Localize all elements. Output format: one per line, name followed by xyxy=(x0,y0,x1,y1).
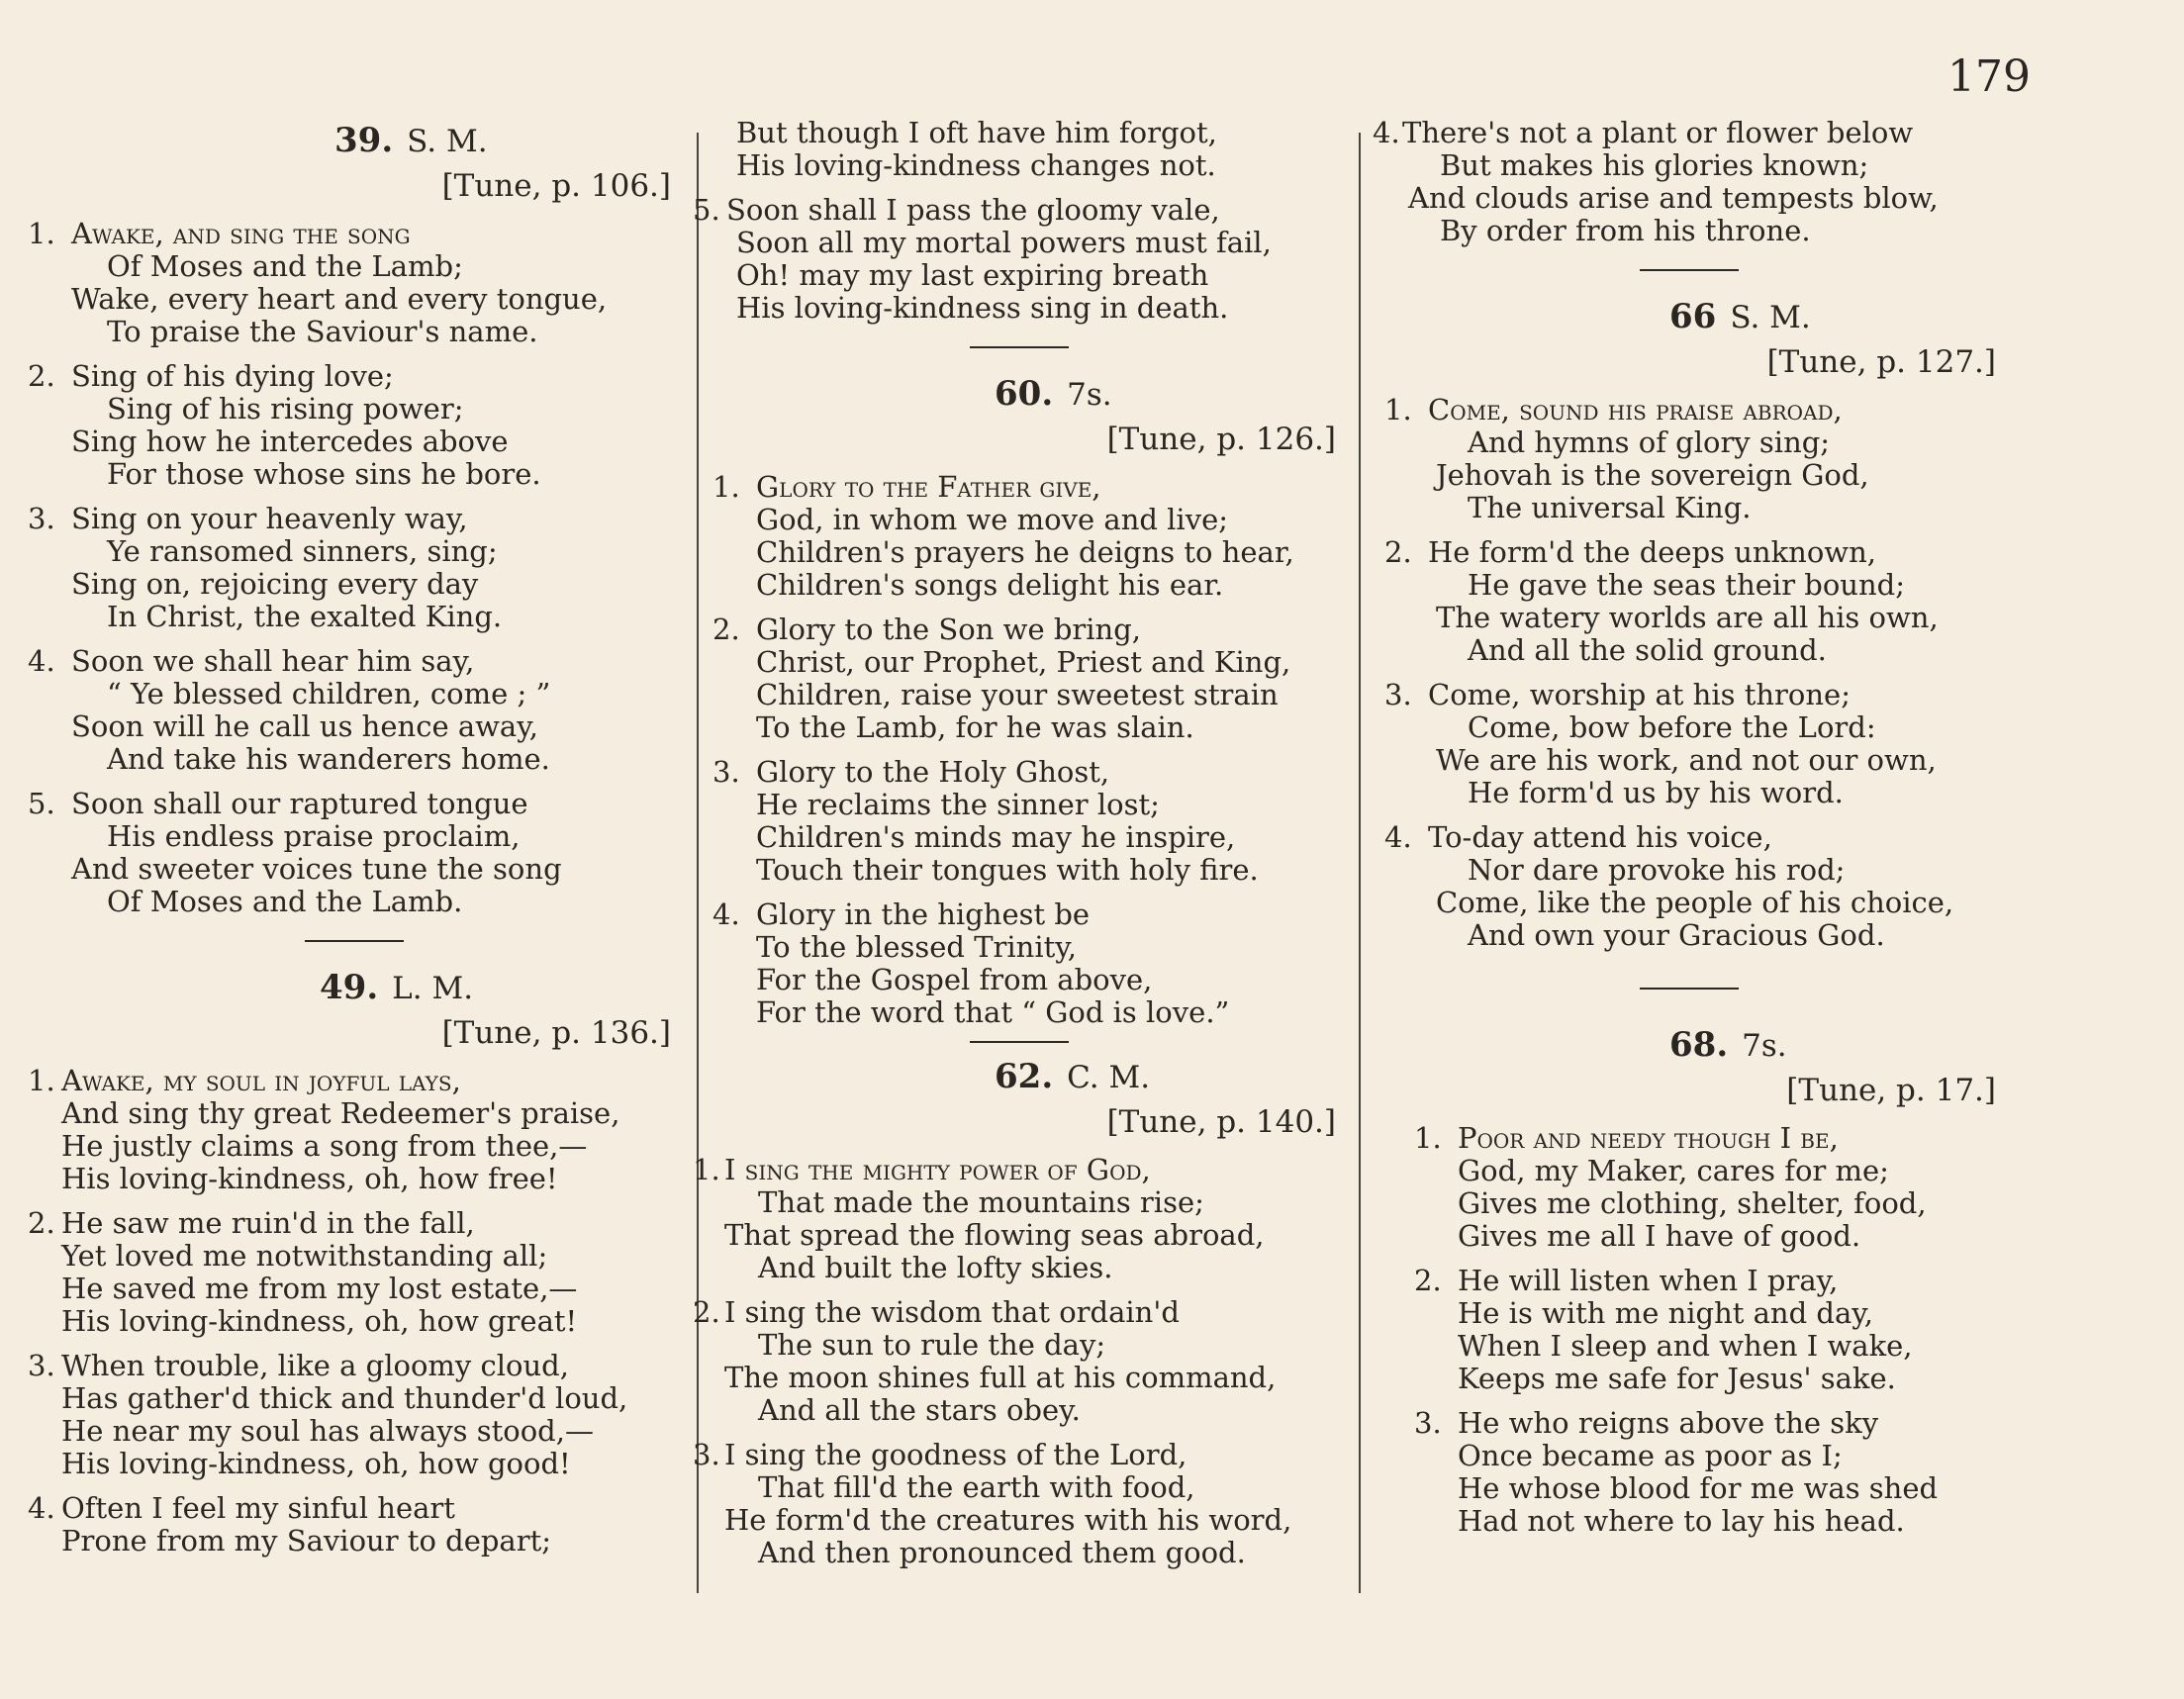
verse-line: The moon shines full at his command, xyxy=(724,1361,1277,1394)
hymn-number: 62. xyxy=(995,1057,1054,1096)
verse-line: The universal King. xyxy=(1468,491,1752,524)
verse xyxy=(1373,1122,2006,1253)
verse-line: Sing how he intercedes above xyxy=(71,425,509,458)
verse xyxy=(28,1065,681,1195)
hymn-62 xyxy=(693,1057,1346,1569)
hymn-49 xyxy=(28,968,681,1557)
hymn-number: 39. xyxy=(334,121,394,160)
verse-line: And hymns of glory sing; xyxy=(1468,425,1831,459)
tune-reference: [Tune, p. 140.] xyxy=(1106,1104,1336,1140)
hymn-number: 60. xyxy=(995,374,1054,414)
verse-line: 1. Poor and needy though I be, xyxy=(1414,1121,1839,1155)
verse-line: Jehovah is the sovereign God, xyxy=(1436,458,1869,492)
verse-line: But though I oft have him forgot, xyxy=(736,116,1217,149)
verse xyxy=(693,1296,1346,1427)
verse xyxy=(28,218,681,348)
hymn-number: 66 xyxy=(1669,297,1717,336)
verse-line: Sing on, rejoicing every day xyxy=(71,567,479,601)
verse-line: God, my Maker, cares for me; xyxy=(1458,1154,1889,1187)
verse-line: His loving-kindness, oh, how great! xyxy=(61,1304,578,1338)
verse-line: To praise the Saviour's name. xyxy=(107,315,538,348)
hymn-heading xyxy=(1373,297,2006,336)
column-divider xyxy=(1359,133,1361,1593)
verse-line: To the Lamb, for he was slain. xyxy=(756,710,1194,744)
tune-reference: [Tune, p. 17.] xyxy=(1786,1073,1996,1108)
verse-line: Once became as poor as I; xyxy=(1458,1439,1843,1472)
hymn-separator xyxy=(970,346,1069,348)
hymn-68 xyxy=(1373,1025,2006,1538)
hymn-number: 68. xyxy=(1669,1025,1729,1065)
verse xyxy=(1373,394,2006,524)
hymn-number: 49. xyxy=(320,968,379,1007)
verse-line: 2. I sing the wisdom that ordain'd xyxy=(693,1295,1180,1329)
verse-line: Children, raise your sweetest strain xyxy=(756,678,1279,711)
verse xyxy=(28,1350,681,1480)
verse-line: For the word that “ God is love.” xyxy=(756,995,1230,1029)
verse-line: Gives me clothing, shelter, food, xyxy=(1458,1186,1927,1220)
verse-line: Come, like the people of his choice, xyxy=(1436,886,1954,919)
verse-line: Children's prayers he deigns to hear, xyxy=(756,535,1294,569)
hymn-66 xyxy=(1373,297,2006,952)
column-2 xyxy=(693,117,1346,1581)
verse-line: He reclaims the sinner lost; xyxy=(756,788,1160,821)
verse-line: Of Moses and the Lamb; xyxy=(107,249,463,283)
verse xyxy=(693,1154,1346,1284)
tune-reference: [Tune, p. 136.] xyxy=(441,1015,671,1051)
verse xyxy=(1373,1407,2006,1538)
verse-line: Nor dare provoke his rod; xyxy=(1468,853,1846,887)
verse xyxy=(693,1439,1346,1569)
hymn-separator xyxy=(970,1041,1069,1043)
verse xyxy=(1373,679,2006,809)
hymn-heading xyxy=(693,1057,1346,1096)
verse xyxy=(28,788,681,918)
verse-line: Has gather'd thick and thunder'd loud, xyxy=(61,1381,628,1415)
verse xyxy=(693,756,1346,887)
verse-line: Touch their tongues with holy fire. xyxy=(756,853,1259,887)
verse-line: That fill'd the earth with food, xyxy=(758,1470,1195,1504)
hymn-meter: S. M. xyxy=(1730,300,1811,335)
verse-line: Sing of his rising power; xyxy=(107,392,464,425)
verse-line: Christ, our Prophet, Priest and King, xyxy=(756,645,1291,679)
hymn-meter: 7s. xyxy=(1742,1028,1787,1064)
verse-line: His loving-kindness, oh, how free! xyxy=(61,1162,558,1195)
verse-line: 1. Come, sound his praise abroad, xyxy=(1384,393,1843,426)
verse-line: 1. Glory to the Father give, xyxy=(712,470,1101,504)
verse-line: His endless praise proclaim, xyxy=(107,819,521,853)
verse-line: Soon all my mortal powers must fail, xyxy=(736,226,1272,259)
verse-line: And all the solid ground. xyxy=(1468,633,1827,667)
verse-line: When I sleep and when I wake, xyxy=(1458,1329,1913,1363)
hymn-meter: 7s. xyxy=(1067,377,1112,413)
verse-line: For the Gospel from above, xyxy=(756,963,1153,996)
verse-line: 3. He who reigns above the sky xyxy=(1414,1406,1879,1440)
verse-line: Children's songs delight his ear. xyxy=(756,568,1224,602)
verse-line: 5. Soon shall our raptured tongue xyxy=(28,787,528,820)
verse-line: The sun to rule the day; xyxy=(758,1328,1106,1362)
verse-line: He gave the seas their bound; xyxy=(1468,568,1905,602)
verse-line: 5. Soon shall I pass the gloomy vale, xyxy=(693,193,1220,227)
hymn-heading xyxy=(1373,1025,2006,1065)
verse-line: Gives me all I have of good. xyxy=(1458,1219,1861,1253)
verse-line: But makes his glories known; xyxy=(1440,148,1869,182)
verse-line: 3. Sing on your heavenly way, xyxy=(28,502,468,535)
column-3 xyxy=(1373,117,2006,1550)
hymn-meter: C. M. xyxy=(1067,1060,1151,1095)
verse-line: 4. Glory in the highest be xyxy=(712,897,1091,931)
verse-line: And clouds arise and tempests blow, xyxy=(1408,181,1939,215)
verse xyxy=(693,194,1346,325)
verse-line: He form'd us by his word. xyxy=(1468,776,1844,809)
verse-line: 2. He will listen when I pray, xyxy=(1414,1264,1839,1297)
verse xyxy=(1373,821,2006,952)
verse-line: And then pronounced them good. xyxy=(758,1536,1246,1569)
verse-line: His loving-kindness, oh, how good! xyxy=(61,1447,571,1480)
verse xyxy=(1373,117,2006,247)
verse-line: 3. I sing the goodness of the Lord, xyxy=(693,1438,1187,1471)
verse-line: “ Ye blessed children, come ; ” xyxy=(107,677,551,710)
hymn-39 xyxy=(28,121,681,918)
verse-line: Of Moses and the Lamb. xyxy=(107,885,463,918)
verse-line: 4. Soon we shall hear him say, xyxy=(28,644,475,678)
verse xyxy=(28,1207,681,1338)
verse xyxy=(28,1492,681,1557)
verse xyxy=(693,898,1346,1029)
verse-line: 1. I sing the mighty power of God, xyxy=(693,1153,1151,1186)
hymn-60 xyxy=(693,374,1346,1029)
verse-line: Had not where to lay his head. xyxy=(1458,1504,1905,1538)
hymn-meter: L. M. xyxy=(392,971,474,1006)
verse-line: Ye ransomed sinners, sing; xyxy=(107,534,498,568)
verse-line: That spread the flowing seas abroad, xyxy=(724,1218,1265,1252)
hymn-heading xyxy=(693,374,1346,414)
tune-reference: [Tune, p. 126.] xyxy=(1106,422,1336,457)
hymn-meter: S. M. xyxy=(407,124,488,159)
hymn-separator xyxy=(1640,269,1739,271)
hymn-separator xyxy=(1640,988,1739,990)
verse-line: 1. Awake, and sing the song xyxy=(28,217,411,250)
verse-line: 2. Glory to the Son we bring, xyxy=(712,613,1141,646)
verse xyxy=(1373,1265,2006,1395)
verse-line: To the blessed Trinity, xyxy=(756,930,1078,964)
hymn-heading xyxy=(28,121,681,160)
verse-line: Wake, every heart and every tongue, xyxy=(71,282,608,316)
verse-line: He justly claims a song from thee,— xyxy=(61,1129,588,1163)
verse-line: He is with me night and day, xyxy=(1458,1296,1873,1330)
verse-line: By order from his throne. xyxy=(1440,214,1811,247)
verse-line: And take his wanderers home. xyxy=(107,742,550,776)
verse-line: 3. When trouble, like a gloomy cloud, xyxy=(28,1349,569,1382)
verse-line: Yet loved me notwithstanding all; xyxy=(61,1239,548,1273)
verse-line: He near my soul has always stood,— xyxy=(61,1414,594,1448)
verse-line: Oh! may my last expiring breath xyxy=(736,258,1209,292)
verse xyxy=(693,471,1346,602)
verse-line: And all the stars obey. xyxy=(758,1393,1081,1427)
verse-line: 2. He form'd the deeps unknown, xyxy=(1384,535,1877,569)
hymn-separator xyxy=(305,940,404,942)
verse xyxy=(28,503,681,633)
verse xyxy=(1373,536,2006,667)
verse-line: He saved me from my lost estate,— xyxy=(61,1272,578,1305)
verse-line: And built the lofty skies. xyxy=(758,1251,1113,1284)
verse-line: Children's minds may he inspire, xyxy=(756,820,1236,854)
verse-line: God, in whom we move and live; xyxy=(756,503,1229,536)
verse-line: And own your Gracious God. xyxy=(1468,918,1885,952)
verse-line: 1. Awake, my soul in joyful lays, xyxy=(28,1064,461,1097)
verse-line: 4. To-day attend his voice, xyxy=(1384,820,1772,854)
verse-line: He whose blood for me was shed xyxy=(1458,1471,1939,1505)
verse-line: 3. Glory to the Holy Ghost, xyxy=(712,755,1110,789)
verse-line: 2. He saw me ruin'd in the fall, xyxy=(28,1206,475,1240)
verse-line: We are his work, and not our own, xyxy=(1436,743,1937,777)
verse-line: In Christ, the exalted King. xyxy=(107,600,503,633)
verse-continuation xyxy=(693,117,1346,182)
verse-line: Keeps me safe for Jesus' sake. xyxy=(1458,1362,1896,1395)
verse-line: Soon will he call us hence away, xyxy=(71,709,538,743)
tune-reference: [Tune, p. 127.] xyxy=(1766,344,1996,380)
column-1 xyxy=(28,117,681,1569)
verse-line: The watery worlds are all his own, xyxy=(1436,601,1939,634)
verse-line: 4. Often I feel my sinful heart xyxy=(28,1491,455,1525)
verse-line: His loving-kindness changes not. xyxy=(736,148,1216,182)
verse-line: 3. Come, worship at his throne; xyxy=(1384,678,1851,711)
verse-line: For those whose sins he bore. xyxy=(107,457,541,491)
hymn-heading xyxy=(28,968,681,1007)
page-number: 179 xyxy=(1947,51,2031,102)
verse-line: He form'd the creatures with his word, xyxy=(724,1503,1292,1537)
verse-line: 4.There's not a plant or flower below xyxy=(1373,116,1914,149)
verse-line: That made the mountains rise; xyxy=(758,1185,1204,1219)
verse xyxy=(28,645,681,776)
tune-reference: [Tune, p. 106.] xyxy=(441,168,671,204)
verse-line: And sing thy great Redeemer's praise, xyxy=(61,1096,620,1130)
verse-line: Come, bow before the Lord: xyxy=(1468,710,1876,744)
verse xyxy=(693,614,1346,744)
verse-line: And sweeter voices tune the song xyxy=(71,852,562,886)
verse-line: 2. Sing of his dying love; xyxy=(28,359,394,393)
verse-line: His loving-kindness sing in death. xyxy=(736,291,1229,325)
verse xyxy=(28,360,681,491)
verse-line: Prone from my Saviour to depart; xyxy=(61,1524,551,1557)
